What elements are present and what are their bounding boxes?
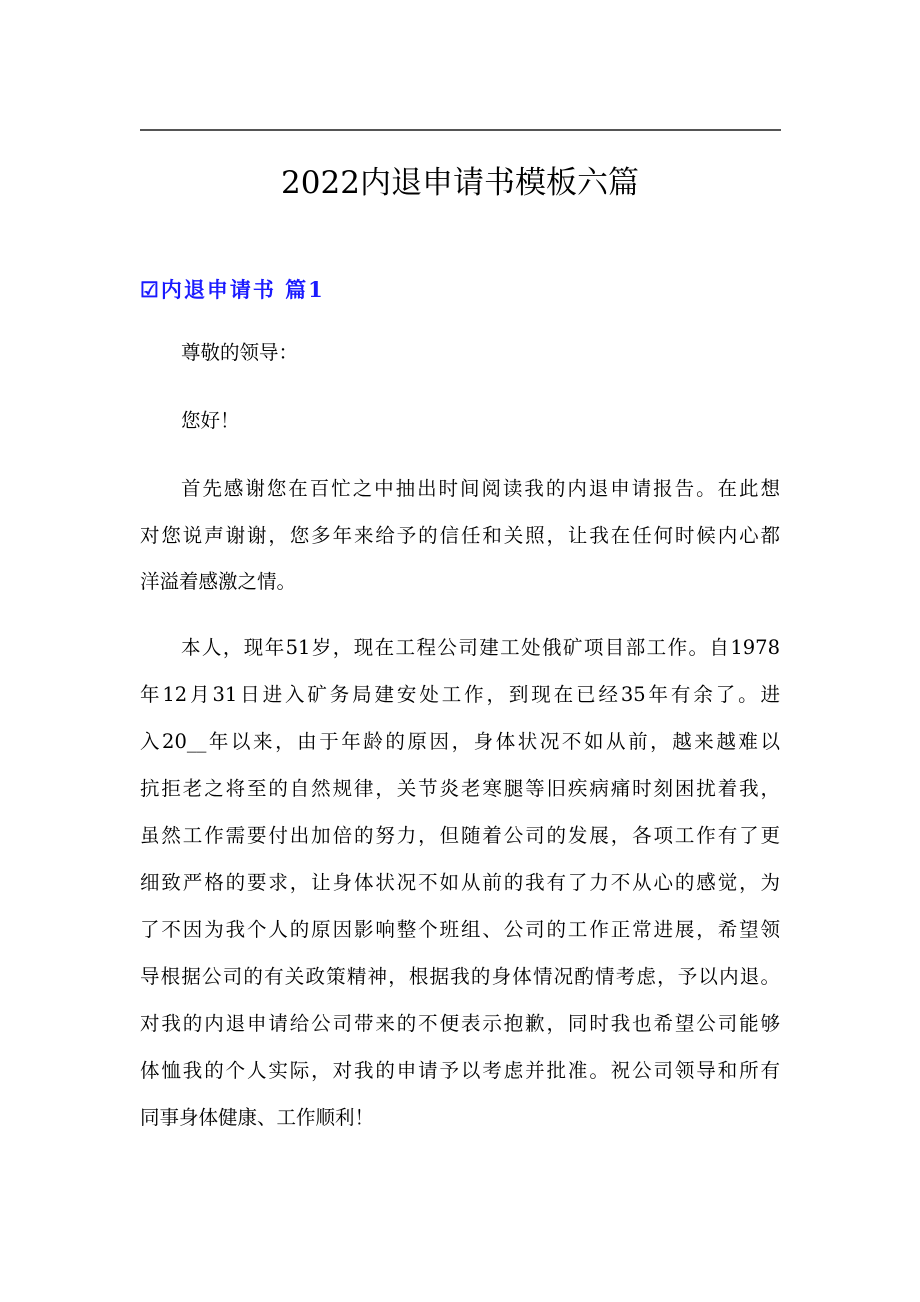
greeting: 您好！ bbox=[181, 409, 240, 432]
paragraph-line: 首先感谢您在百忙之中抽出时间阅读我的内退申请报告。在此想 bbox=[181, 477, 780, 500]
paragraph-line: 同事身体健康、工作顺利！ bbox=[140, 1106, 375, 1129]
paragraph-line: 本人，现年51岁，现在工程公司建工处俄矿项目部工作。自1978 bbox=[181, 636, 780, 659]
paragraph-line: 体恤我的个人实际，对我的申请予以考虑并批准。祝公司领导和所有 bbox=[140, 1059, 780, 1082]
salutation: 尊敬的领导： bbox=[181, 341, 299, 364]
paragraph-line: 洋溢着感激之情。 bbox=[140, 570, 297, 593]
paragraph-line: 对我的内退申请给公司带来的不便表示抱歉，同时我也希望公司能够 bbox=[140, 1012, 780, 1035]
paragraph-line: 导根据公司的有关政策精神，根据我的身体情况酌情考虑，予以内退。 bbox=[140, 965, 780, 988]
section-heading: ☑内退申请书 篇1 bbox=[140, 277, 325, 302]
paragraph-line: 虽然工作需要付出加倍的努力，但随着公司的发展，各项工作有了更 bbox=[140, 824, 780, 847]
paragraph-line: 对您说声谢谢，您多年来给予的信任和关照，让我在任何时候内心都 bbox=[140, 524, 780, 547]
paragraph-line: 细致严格的要求，让身体状况不如从前的我有了力不从心的感觉，为 bbox=[140, 871, 780, 894]
paragraph-line: 了不因为我个人的原因影响整个班组、公司的工作正常进展，希望领 bbox=[140, 918, 780, 941]
paragraph-line: 抗拒老之将至的自然规律，关节炎老寒腿等旧疾病痛时刻困扰着我， bbox=[140, 777, 780, 800]
paragraph-line: 入20__年以来，由于年龄的原因，身体状况不如从前，越来越难以 bbox=[140, 730, 780, 753]
paragraph-line: 年12月31日进入矿务局建安处工作，到现在已经35年有余了。进 bbox=[140, 683, 780, 706]
top-divider bbox=[140, 129, 781, 131]
document-title: 2022内退申请书模板六篇 bbox=[281, 165, 639, 201]
